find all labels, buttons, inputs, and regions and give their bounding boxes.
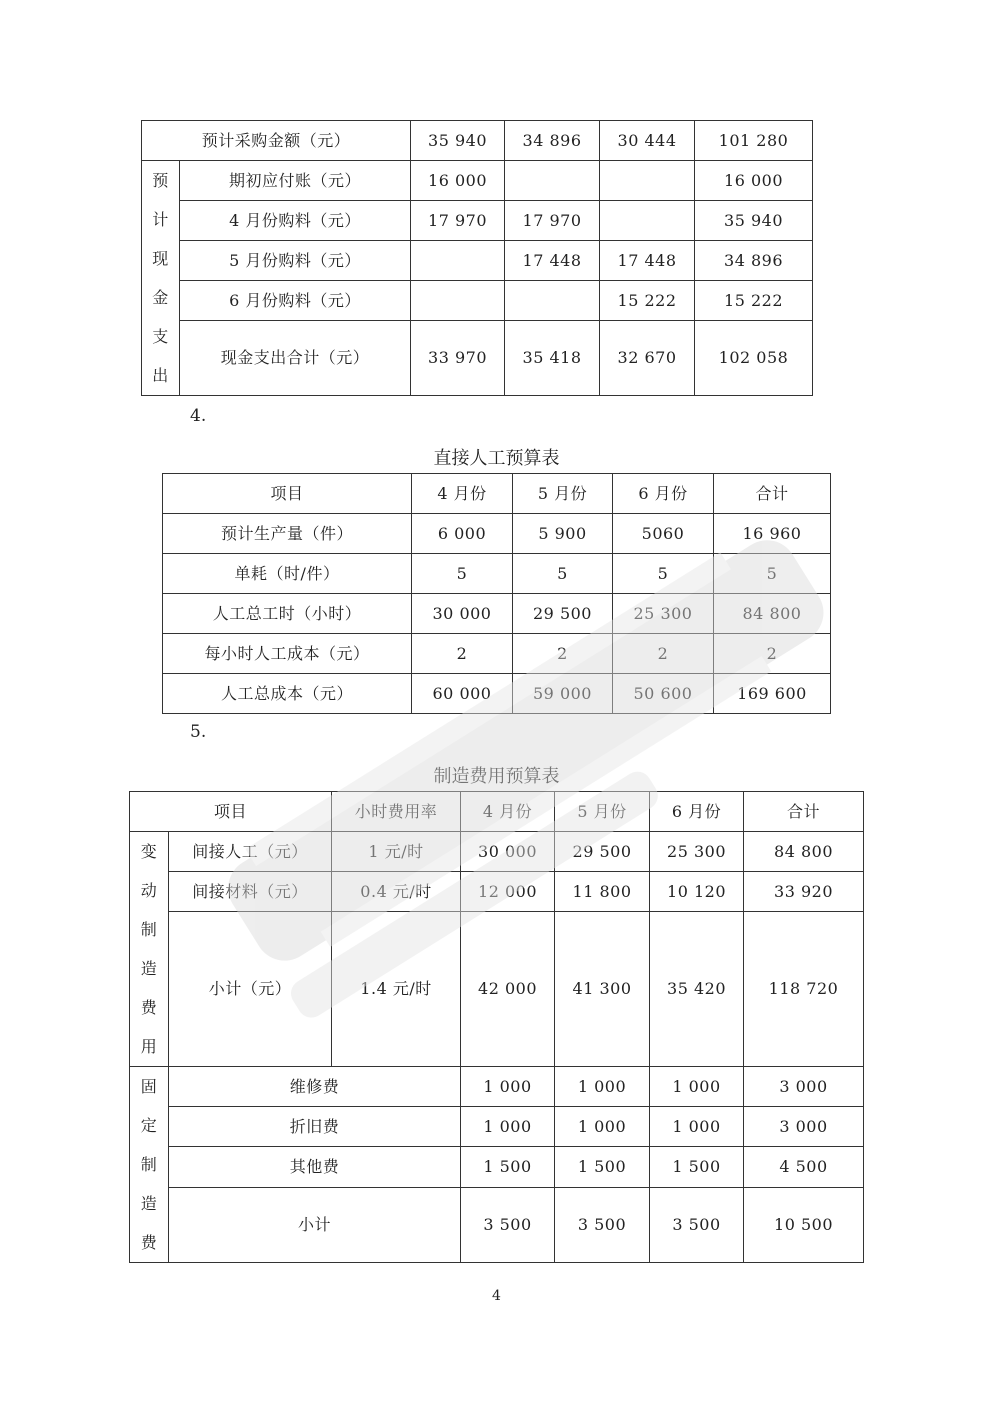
- cell: 34 896: [505, 121, 600, 161]
- cell: 1 000: [555, 1067, 650, 1107]
- table-row: [163, 514, 831, 554]
- cell: 2: [412, 634, 513, 674]
- table-row: [130, 832, 864, 872]
- column-header: 5 月份: [555, 792, 650, 832]
- cell: 16 000: [411, 161, 505, 201]
- cell: 1 000: [461, 1107, 555, 1147]
- row-label: 4 月份购料（元）: [180, 201, 411, 241]
- cell: [600, 201, 695, 241]
- cell: [411, 281, 505, 321]
- cell: 5: [513, 554, 613, 594]
- cell: 17 448: [505, 241, 600, 281]
- overhead-budget-table: [129, 791, 864, 1263]
- cell: 118 720: [744, 912, 864, 1067]
- row-label: 间接材料（元）: [169, 872, 332, 912]
- cell: 17 448: [600, 241, 695, 281]
- cell: 2: [613, 634, 714, 674]
- cell: 1 000: [555, 1107, 650, 1147]
- cell: 102 058: [695, 321, 813, 396]
- cell: 1 000: [461, 1067, 555, 1107]
- table-row: [142, 201, 813, 241]
- cell: 50 600: [613, 674, 714, 714]
- cell: 12 000: [461, 872, 555, 912]
- row-label: 人工总成本（元）: [163, 674, 412, 714]
- cell: 34 896: [695, 241, 813, 281]
- row-label: 预计采购金额（元）: [142, 121, 411, 161]
- column-header: 项目: [130, 792, 332, 832]
- row-label: 6 月份购料（元）: [180, 281, 411, 321]
- row-label: 折旧费: [169, 1107, 461, 1147]
- cell: 29 500: [513, 594, 613, 634]
- group-label-variable-overhead: 变 动 制 造 费 用: [130, 832, 169, 1067]
- table-row: [130, 1187, 864, 1262]
- cell: 29 500: [555, 832, 650, 872]
- cell: [600, 161, 695, 201]
- table-row: [130, 912, 864, 1067]
- cell: 25 300: [650, 832, 744, 872]
- cell: 3 500: [461, 1187, 555, 1262]
- column-header: 6 月份: [613, 474, 714, 514]
- cell: 15 222: [695, 281, 813, 321]
- column-header: 小时费用率: [332, 792, 461, 832]
- row-label: 期初应付账（元）: [180, 161, 411, 201]
- cell: 35 420: [650, 912, 744, 1067]
- row-label: 间接人工（元）: [169, 832, 332, 872]
- table-row: [142, 121, 813, 161]
- table-row: [163, 634, 831, 674]
- table-row: [163, 554, 831, 594]
- cell: 1 000: [650, 1107, 744, 1147]
- cell: 84 800: [714, 594, 831, 634]
- row-label: 人工总工时（小时）: [163, 594, 412, 634]
- section-number: 4.: [190, 406, 207, 426]
- row-label: 维修费: [169, 1067, 461, 1107]
- row-label: 预计生产量（件）: [163, 514, 412, 554]
- section-number: 5.: [190, 722, 207, 742]
- column-header: 合计: [744, 792, 864, 832]
- page-number: 4: [492, 1288, 501, 1304]
- cell: 60 000: [412, 674, 513, 714]
- table-row: [130, 1067, 864, 1107]
- cell: [505, 281, 600, 321]
- column-header: 4 月份: [412, 474, 513, 514]
- cell: 3 500: [555, 1187, 650, 1262]
- table-row: [142, 281, 813, 321]
- group-label-fixed-overhead: 固 定 制 造 费: [130, 1067, 169, 1263]
- cell: 84 800: [744, 832, 864, 872]
- cell: 15 222: [600, 281, 695, 321]
- direct-labor-budget-table: [162, 473, 831, 714]
- cell: 11 800: [555, 872, 650, 912]
- table-header-row: [130, 792, 864, 832]
- table-row: [163, 594, 831, 634]
- cell: 3 000: [744, 1067, 864, 1107]
- cell: 1 500: [555, 1147, 650, 1187]
- row-label: 小计（元）: [169, 912, 332, 1067]
- cell: 4 500: [744, 1147, 864, 1187]
- cell: 10 120: [650, 872, 744, 912]
- row-label: 其他费: [169, 1147, 461, 1187]
- cell: 30 000: [412, 594, 513, 634]
- cell: 2: [714, 634, 831, 674]
- cell: 35 940: [695, 201, 813, 241]
- row-label: 单耗（时/件）: [163, 554, 412, 594]
- table-row: [142, 161, 813, 201]
- cell: 25 300: [613, 594, 714, 634]
- column-header: 合计: [714, 474, 831, 514]
- table-header-row: [163, 474, 831, 514]
- cell: 35 940: [411, 121, 505, 161]
- column-header: 6 月份: [650, 792, 744, 832]
- table-row: [142, 241, 813, 281]
- rate-cell: 1.4 元/时: [332, 912, 461, 1067]
- cell: 6 000: [412, 514, 513, 554]
- cell: 1 500: [461, 1147, 555, 1187]
- column-header: 4 月份: [461, 792, 555, 832]
- row-label: 每小时人工成本（元）: [163, 634, 412, 674]
- table-title: 直接人工预算表: [433, 448, 560, 469]
- column-header: 5 月份: [513, 474, 613, 514]
- cell: 101 280: [695, 121, 813, 161]
- cell: 30 000: [461, 832, 555, 872]
- cell: 3 500: [650, 1187, 744, 1262]
- cell: 59 000: [513, 674, 613, 714]
- cell: 16 960: [714, 514, 831, 554]
- column-header: 项目: [163, 474, 412, 514]
- cell: 169 600: [714, 674, 831, 714]
- table-title: 制造费用预算表: [433, 766, 560, 787]
- cell: 5 900: [513, 514, 613, 554]
- cell: 32 670: [600, 321, 695, 396]
- cell: 5: [714, 554, 831, 594]
- cell: 5060: [613, 514, 714, 554]
- cell: 33 920: [744, 872, 864, 912]
- cash-payment-table: [141, 120, 813, 396]
- cell: [505, 161, 600, 201]
- row-label: 小计: [169, 1187, 461, 1262]
- rate-cell: 1 元/时: [332, 832, 461, 872]
- cell: 2: [513, 634, 613, 674]
- table-row: [130, 1147, 864, 1187]
- table-row: [163, 674, 831, 714]
- cell: 1 500: [650, 1147, 744, 1187]
- cell: 41 300: [555, 912, 650, 1067]
- cell: 5: [412, 554, 513, 594]
- cell: 17 970: [411, 201, 505, 241]
- cell: 5: [613, 554, 714, 594]
- row-label: 5 月份购料（元）: [180, 241, 411, 281]
- rate-cell: 0.4 元/时: [332, 872, 461, 912]
- cell: 1 000: [650, 1067, 744, 1107]
- cell: [411, 241, 505, 281]
- cell: 17 970: [505, 201, 600, 241]
- table-row: [130, 1107, 864, 1147]
- cell: 3 000: [744, 1107, 864, 1147]
- cell: 16 000: [695, 161, 813, 201]
- cell: 42 000: [461, 912, 555, 1067]
- row-label: 现金支出合计（元）: [180, 321, 411, 396]
- cell: 33 970: [411, 321, 505, 396]
- cell: 10 500: [744, 1187, 864, 1262]
- group-label-cash-payment: 预 计 现 金 支 出: [142, 161, 180, 396]
- table-row: [130, 872, 864, 912]
- cell: 35 418: [505, 321, 600, 396]
- cell: 30 444: [600, 121, 695, 161]
- table-row: [142, 321, 813, 396]
